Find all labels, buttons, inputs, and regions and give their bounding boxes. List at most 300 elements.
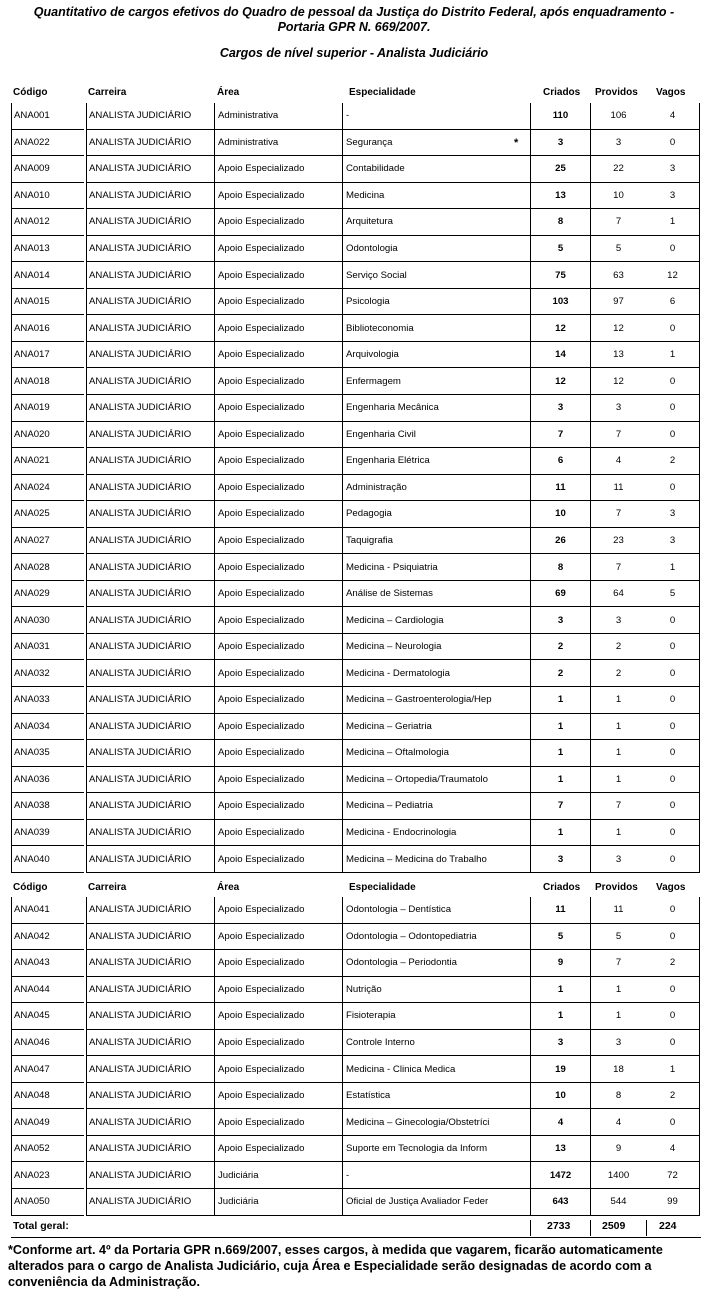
cell-area: Apoio Especializado <box>214 581 342 608</box>
cell-especialidade: Medicina - Clinica Medica <box>342 1056 530 1083</box>
cell-providos: 106 <box>590 103 646 130</box>
cell-criados: 8 <box>530 209 590 236</box>
table-row <box>11 1030 701 1057</box>
cell-criados: 75 <box>530 262 590 289</box>
cell-providos: 5 <box>590 924 646 951</box>
cell-criados: 9 <box>530 950 590 977</box>
cell-vagos: 0 <box>646 714 700 741</box>
cell-area: Apoio Especializado <box>214 687 342 714</box>
cell-especialidade: Psicologia <box>342 289 530 316</box>
cell-criados: 3 <box>530 846 590 873</box>
cell-area: Apoio Especializado <box>214 448 342 475</box>
cell-providos: 2 <box>590 660 646 687</box>
cell-criados: 110 <box>530 103 590 130</box>
cell-providos: 18 <box>590 1056 646 1083</box>
cell-especialidade: Medicina – Neurologia <box>342 634 530 661</box>
cell-vagos: 0 <box>646 422 700 449</box>
cell-providos: 7 <box>590 501 646 528</box>
cell-carreira: ANALISTA JUDICIÁRIO <box>86 1030 214 1057</box>
cell-especialidade: Medicina – Ortopedia/Traumatolo <box>342 767 530 794</box>
document-title <box>0 5 708 35</box>
cell-criados: 2 <box>530 634 590 661</box>
cell-vagos: 0 <box>646 846 700 873</box>
table-row <box>11 395 701 422</box>
table-row <box>11 607 701 634</box>
title-line-1: Quantitativo de cargos efetivos do Quadro de pessoal da Justiça do Distrito Federal, após enquadramento - <box>33 5 675 19</box>
cell-especialidade: Medicina – Gastroenterologia/Hep <box>342 687 530 714</box>
cell-area: Apoio Especializado <box>214 209 342 236</box>
cell-codigo: ANA010 <box>11 183 84 210</box>
cell-area: Apoio Especializado <box>214 660 342 687</box>
cell-especialidade: Medicina – Cardiologia <box>342 607 530 634</box>
cell-criados: 3 <box>530 395 590 422</box>
cell-criados: 25 <box>530 156 590 183</box>
cell-criados: 12 <box>530 315 590 342</box>
cell-especialidade: Odontologia – Periodontia <box>342 950 530 977</box>
cell-vagos: 1 <box>646 342 700 369</box>
table-row <box>11 368 701 395</box>
header-vagos: Vagos <box>656 87 686 98</box>
cell-vagos: 0 <box>646 793 700 820</box>
cell-providos: 22 <box>590 156 646 183</box>
cell-area: Apoio Especializado <box>214 183 342 210</box>
cell-carreira: ANALISTA JUDICIÁRIO <box>86 315 214 342</box>
cell-codigo: ANA030 <box>11 607 84 634</box>
cell-providos: 4 <box>590 448 646 475</box>
cell-codigo: ANA032 <box>11 660 84 687</box>
cell-vagos: 0 <box>646 820 700 847</box>
cell-criados: 5 <box>530 236 590 263</box>
cell-especialidade: Medicina – Medicina do Trabalho <box>342 846 530 873</box>
cell-carreira: ANALISTA JUDICIÁRIO <box>86 977 214 1004</box>
cell-providos: 5 <box>590 236 646 263</box>
cell-area: Administrativa <box>214 130 342 157</box>
table-row <box>11 1162 701 1189</box>
cell-area: Apoio Especializado <box>214 236 342 263</box>
table-section-2 <box>11 897 701 1216</box>
cell-area: Apoio Especializado <box>214 1030 342 1057</box>
cell-carreira: ANALISTA JUDICIÁRIO <box>86 156 214 183</box>
cell-vagos: 4 <box>646 1136 700 1163</box>
table-row <box>11 687 701 714</box>
cell-especialidade: Medicina – Geriatria <box>342 714 530 741</box>
cell-codigo: ANA016 <box>11 315 84 342</box>
cell-area: Apoio Especializado <box>214 714 342 741</box>
cell-vagos: 0 <box>646 236 700 263</box>
cell-area: Apoio Especializado <box>214 262 342 289</box>
cell-codigo: ANA022 <box>11 130 84 157</box>
cell-area: Apoio Especializado <box>214 607 342 634</box>
cell-vagos: 0 <box>646 1030 700 1057</box>
cell-codigo: ANA024 <box>11 475 84 502</box>
cell-area: Apoio Especializado <box>214 1056 342 1083</box>
cell-carreira: ANALISTA JUDICIÁRIO <box>86 924 214 951</box>
divider <box>530 1220 531 1236</box>
cell-providos: 11 <box>590 897 646 924</box>
cell-especialidade: Engenharia Mecânica <box>342 395 530 422</box>
cell-area: Apoio Especializado <box>214 289 342 316</box>
cell-providos: 1 <box>590 687 646 714</box>
cell-carreira: ANALISTA JUDICIÁRIO <box>86 1109 214 1136</box>
cell-codigo: ANA046 <box>11 1030 84 1057</box>
table-section-1 <box>11 103 701 873</box>
cell-especialidade: Arquivologia <box>342 342 530 369</box>
cell-vagos: 3 <box>646 501 700 528</box>
cell-carreira: ANALISTA JUDICIÁRIO <box>86 236 214 263</box>
cell-criados: 12 <box>530 368 590 395</box>
cell-codigo: ANA038 <box>11 793 84 820</box>
cell-providos: 23 <box>590 528 646 555</box>
cell-vagos: 0 <box>646 660 700 687</box>
table-row <box>11 714 701 741</box>
cell-especialidade: Controle Interno <box>342 1030 530 1057</box>
cell-vagos: 72 <box>646 1162 700 1189</box>
cell-area: Apoio Especializado <box>214 368 342 395</box>
cell-especialidade: Nutrição <box>342 977 530 1004</box>
cell-especialidade: Medicina - Psiquiatria <box>342 554 530 581</box>
cell-criados: 643 <box>530 1189 590 1216</box>
cell-carreira: ANALISTA JUDICIÁRIO <box>86 130 214 157</box>
cell-providos: 9 <box>590 1136 646 1163</box>
cell-vagos: 0 <box>646 924 700 951</box>
cell-criados: 1 <box>530 1003 590 1030</box>
cell-providos: 1 <box>590 767 646 794</box>
table-row <box>11 924 701 951</box>
cell-especialidade: Odontologia <box>342 236 530 263</box>
cell-especialidade: Serviço Social <box>342 262 530 289</box>
cell-carreira: ANALISTA JUDICIÁRIO <box>86 342 214 369</box>
cell-vagos: 0 <box>646 767 700 794</box>
cell-vagos: 3 <box>646 156 700 183</box>
header-especialidade: Especialidade <box>349 87 416 98</box>
cell-carreira: ANALISTA JUDICIÁRIO <box>86 209 214 236</box>
cell-criados: 11 <box>530 475 590 502</box>
cell-carreira: ANALISTA JUDICIÁRIO <box>86 528 214 555</box>
cell-codigo: ANA031 <box>11 634 84 661</box>
cell-vagos: 5 <box>646 581 700 608</box>
cell-providos: 2 <box>590 634 646 661</box>
table-row <box>11 897 701 924</box>
cell-vagos: 99 <box>646 1189 700 1216</box>
cell-especialidade: Enfermagem <box>342 368 530 395</box>
cell-area: Apoio Especializado <box>214 554 342 581</box>
cell-area: Apoio Especializado <box>214 740 342 767</box>
cell-criados: 5 <box>530 924 590 951</box>
header-codigo: Código <box>13 87 48 98</box>
cell-carreira: ANALISTA JUDICIÁRIO <box>86 660 214 687</box>
cell-vagos: 1 <box>646 209 700 236</box>
cell-area: Judiciária <box>214 1189 342 1216</box>
cell-especialidade: Estatística <box>342 1083 530 1110</box>
cell-especialidade: Contabilidade <box>342 156 530 183</box>
cell-especialidade: Medicina – Pediatria <box>342 793 530 820</box>
cell-especialidade: Medicina – Oftalmologia <box>342 740 530 767</box>
cell-providos: 1 <box>590 977 646 1004</box>
cell-providos: 7 <box>590 209 646 236</box>
cell-criados: 3 <box>530 130 590 157</box>
cell-codigo: ANA009 <box>11 156 84 183</box>
cell-vagos: 0 <box>646 740 700 767</box>
header-vagos: Vagos <box>656 882 686 893</box>
table-row <box>11 156 701 183</box>
cell-carreira: ANALISTA JUDICIÁRIO <box>86 581 214 608</box>
cell-especialidade: Segurança <box>342 130 530 157</box>
cell-criados: 1 <box>530 687 590 714</box>
cell-especialidade: Odontologia – Odontopediatria <box>342 924 530 951</box>
cell-providos: 7 <box>590 554 646 581</box>
header-criados: Criados <box>543 882 581 893</box>
cell-codigo: ANA021 <box>11 448 84 475</box>
cell-especialidade: Suporte em Tecnologia da Inform <box>342 1136 530 1163</box>
table-row <box>11 1083 701 1110</box>
table-row <box>11 262 701 289</box>
cell-codigo: ANA023 <box>11 1162 84 1189</box>
cell-providos: 3 <box>590 607 646 634</box>
cell-providos: 1400 <box>590 1162 646 1189</box>
cell-area: Apoio Especializado <box>214 897 342 924</box>
cell-codigo: ANA013 <box>11 236 84 263</box>
cell-codigo: ANA034 <box>11 714 84 741</box>
cell-providos: 12 <box>590 368 646 395</box>
table-row <box>11 1056 701 1083</box>
cell-codigo: ANA045 <box>11 1003 84 1030</box>
cell-codigo: ANA043 <box>11 950 84 977</box>
cell-carreira: ANALISTA JUDICIÁRIO <box>86 422 214 449</box>
cell-especialidade: Oficial de Justiça Avaliador Feder <box>342 1189 530 1216</box>
cell-criados: 10 <box>530 501 590 528</box>
totals-row <box>11 1220 701 1236</box>
cell-area: Apoio Especializado <box>214 1136 342 1163</box>
cell-codigo: ANA019 <box>11 395 84 422</box>
table-header-2 <box>0 882 708 896</box>
cell-area: Apoio Especializado <box>214 846 342 873</box>
cell-especialidade: Administração <box>342 475 530 502</box>
cell-providos: 4 <box>590 1109 646 1136</box>
totals-criados: 2733 <box>547 1220 571 1232</box>
cell-carreira: ANALISTA JUDICIÁRIO <box>86 1003 214 1030</box>
cell-area: Apoio Especializado <box>214 422 342 449</box>
cell-criados: 19 <box>530 1056 590 1083</box>
header-area: Área <box>217 87 240 98</box>
cell-especialidade: Biblioteconomia <box>342 315 530 342</box>
cell-codigo: ANA035 <box>11 740 84 767</box>
table-row <box>11 977 701 1004</box>
cell-criados: 7 <box>530 793 590 820</box>
cell-codigo: ANA048 <box>11 1083 84 1110</box>
cell-criados: 10 <box>530 1083 590 1110</box>
cell-carreira: ANALISTA JUDICIÁRIO <box>86 554 214 581</box>
cell-providos: 3 <box>590 130 646 157</box>
cell-vagos: 1 <box>646 554 700 581</box>
table-row <box>11 634 701 661</box>
cell-vagos: 6 <box>646 289 700 316</box>
cell-carreira: ANALISTA JUDICIÁRIO <box>86 448 214 475</box>
table-row <box>11 1109 701 1136</box>
cell-criados: 69 <box>530 581 590 608</box>
table-row <box>11 767 701 794</box>
cell-carreira: ANALISTA JUDICIÁRIO <box>86 607 214 634</box>
totals-underline <box>11 1237 701 1238</box>
cell-carreira: ANALISTA JUDICIÁRIO <box>86 289 214 316</box>
cell-especialidade: Medicina <box>342 183 530 210</box>
header-carreira: Carreira <box>88 87 127 98</box>
cell-vagos: 0 <box>646 687 700 714</box>
cell-carreira: ANALISTA JUDICIÁRIO <box>86 183 214 210</box>
cell-providos: 63 <box>590 262 646 289</box>
cell-codigo: ANA025 <box>11 501 84 528</box>
table-row <box>11 103 701 130</box>
cell-vagos: 0 <box>646 897 700 924</box>
footnote: *Conforme art. 4º da Portaria GPR n.669/2007, esses cargos, à medida que vagarem, ficarão automaticamente alterados para o cargo de Analista Judiciário, cuja Área e Especialidade serão designadas de acordo com a conveniência da Administração. <box>8 1243 663 1289</box>
cell-codigo: ANA044 <box>11 977 84 1004</box>
cell-providos: 544 <box>590 1189 646 1216</box>
table-row <box>11 554 701 581</box>
cell-especialidade: Taquigrafia <box>342 528 530 555</box>
cell-area: Apoio Especializado <box>214 924 342 951</box>
cell-providos: 7 <box>590 950 646 977</box>
table-row <box>11 581 701 608</box>
cell-vagos: 0 <box>646 607 700 634</box>
cell-especialidade: Medicina - Dermatologia <box>342 660 530 687</box>
cell-providos: 3 <box>590 846 646 873</box>
header-codigo: Código <box>13 882 48 893</box>
cell-vagos: 0 <box>646 368 700 395</box>
cell-especialidade: Arquitetura <box>342 209 530 236</box>
cell-vagos: 3 <box>646 183 700 210</box>
table-row <box>11 793 701 820</box>
cell-carreira: ANALISTA JUDICIÁRIO <box>86 1189 214 1216</box>
cell-area: Apoio Especializado <box>214 315 342 342</box>
cell-providos: 1 <box>590 820 646 847</box>
cell-area: Administrativa <box>214 103 342 130</box>
cell-especialidade: Análise de Sistemas <box>342 581 530 608</box>
cell-criados: 8 <box>530 554 590 581</box>
header-area: Área <box>217 882 240 893</box>
cell-providos: 3 <box>590 395 646 422</box>
cell-carreira: ANALISTA JUDICIÁRIO <box>86 475 214 502</box>
cell-area: Judiciária <box>214 1162 342 1189</box>
cell-carreira: ANALISTA JUDICIÁRIO <box>86 634 214 661</box>
cell-codigo: ANA040 <box>11 846 84 873</box>
table-row <box>11 1189 701 1216</box>
cell-carreira: ANALISTA JUDICIÁRIO <box>86 740 214 767</box>
cell-area: Apoio Especializado <box>214 634 342 661</box>
cell-providos: 3 <box>590 1030 646 1057</box>
cell-carreira: ANALISTA JUDICIÁRIO <box>86 1136 214 1163</box>
cell-codigo: ANA029 <box>11 581 84 608</box>
cell-providos: 12 <box>590 315 646 342</box>
cell-codigo: ANA041 <box>11 897 84 924</box>
table-row <box>11 1003 701 1030</box>
cell-vagos: 2 <box>646 448 700 475</box>
cell-area: Apoio Especializado <box>214 820 342 847</box>
cell-criados: 14 <box>530 342 590 369</box>
cell-carreira: ANALISTA JUDICIÁRIO <box>86 1162 214 1189</box>
cell-criados: 13 <box>530 1136 590 1163</box>
cell-vagos: 3 <box>646 528 700 555</box>
table-row <box>11 342 701 369</box>
cell-codigo: ANA042 <box>11 924 84 951</box>
cell-codigo: ANA033 <box>11 687 84 714</box>
table-row <box>11 289 701 316</box>
cell-codigo: ANA014 <box>11 262 84 289</box>
cell-area: Apoio Especializado <box>214 342 342 369</box>
table-row <box>11 740 701 767</box>
cell-criados: 26 <box>530 528 590 555</box>
cell-area: Apoio Especializado <box>214 528 342 555</box>
cell-codigo: ANA020 <box>11 422 84 449</box>
table-row <box>11 236 701 263</box>
table-row <box>11 422 701 449</box>
header-carreira: Carreira <box>88 882 127 893</box>
cell-vagos: 2 <box>646 1083 700 1110</box>
cell-especialidade: Pedagogia <box>342 501 530 528</box>
cell-vagos: 4 <box>646 103 700 130</box>
cell-especialidade: - <box>342 1162 530 1189</box>
cell-providos: 1 <box>590 1003 646 1030</box>
cell-carreira: ANALISTA JUDICIÁRIO <box>86 820 214 847</box>
cell-area: Apoio Especializado <box>214 395 342 422</box>
cell-especialidade: Fisioterapia <box>342 1003 530 1030</box>
cell-carreira: ANALISTA JUDICIÁRIO <box>86 714 214 741</box>
table-row <box>11 528 701 555</box>
cell-vagos: 1 <box>646 1056 700 1083</box>
table-row <box>11 448 701 475</box>
cell-carreira: ANALISTA JUDICIÁRIO <box>86 897 214 924</box>
title-line-2: Portaria GPR N. 669/2007. <box>277 20 431 34</box>
cell-carreira: ANALISTA JUDICIÁRIO <box>86 368 214 395</box>
cell-codigo: ANA039 <box>11 820 84 847</box>
table-header-1 <box>0 87 708 101</box>
table-row <box>11 315 701 342</box>
header-especialidade: Especialidade <box>349 882 416 893</box>
cell-codigo: ANA017 <box>11 342 84 369</box>
cell-area: Apoio Especializado <box>214 950 342 977</box>
cell-codigo: ANA015 <box>11 289 84 316</box>
cell-criados: 103 <box>530 289 590 316</box>
cell-area: Apoio Especializado <box>214 977 342 1004</box>
cell-providos: 13 <box>590 342 646 369</box>
cell-vagos: 0 <box>646 1003 700 1030</box>
table-row <box>11 501 701 528</box>
cell-area: Apoio Especializado <box>214 1083 342 1110</box>
cell-codigo: ANA047 <box>11 1056 84 1083</box>
cell-criados: 1 <box>530 977 590 1004</box>
cell-criados: 1 <box>530 740 590 767</box>
cell-providos: 7 <box>590 422 646 449</box>
cell-vagos: 0 <box>646 395 700 422</box>
table-row <box>11 475 701 502</box>
table-row <box>11 209 701 236</box>
divider <box>590 1220 591 1236</box>
cell-criados: 7 <box>530 422 590 449</box>
table-row <box>11 950 701 977</box>
cell-criados: 13 <box>530 183 590 210</box>
cell-especialidade: Engenharia Civil <box>342 422 530 449</box>
totals-vagos: 224 <box>659 1220 677 1232</box>
totals-providos: 2509 <box>602 1220 626 1232</box>
cell-providos: 1 <box>590 740 646 767</box>
cell-especialidade: Medicina - Endocrinologia <box>342 820 530 847</box>
cell-criados: 1 <box>530 767 590 794</box>
cell-providos: 64 <box>590 581 646 608</box>
cell-especialidade: Medicina – Ginecologia/Obstetríci <box>342 1109 530 1136</box>
cell-vagos: 0 <box>646 634 700 661</box>
cell-carreira: ANALISTA JUDICIÁRIO <box>86 103 214 130</box>
cell-carreira: ANALISTA JUDICIÁRIO <box>86 846 214 873</box>
cell-vagos: 0 <box>646 130 700 157</box>
document-subtitle: Cargos de nível superior - Analista Judiciário <box>219 46 489 60</box>
